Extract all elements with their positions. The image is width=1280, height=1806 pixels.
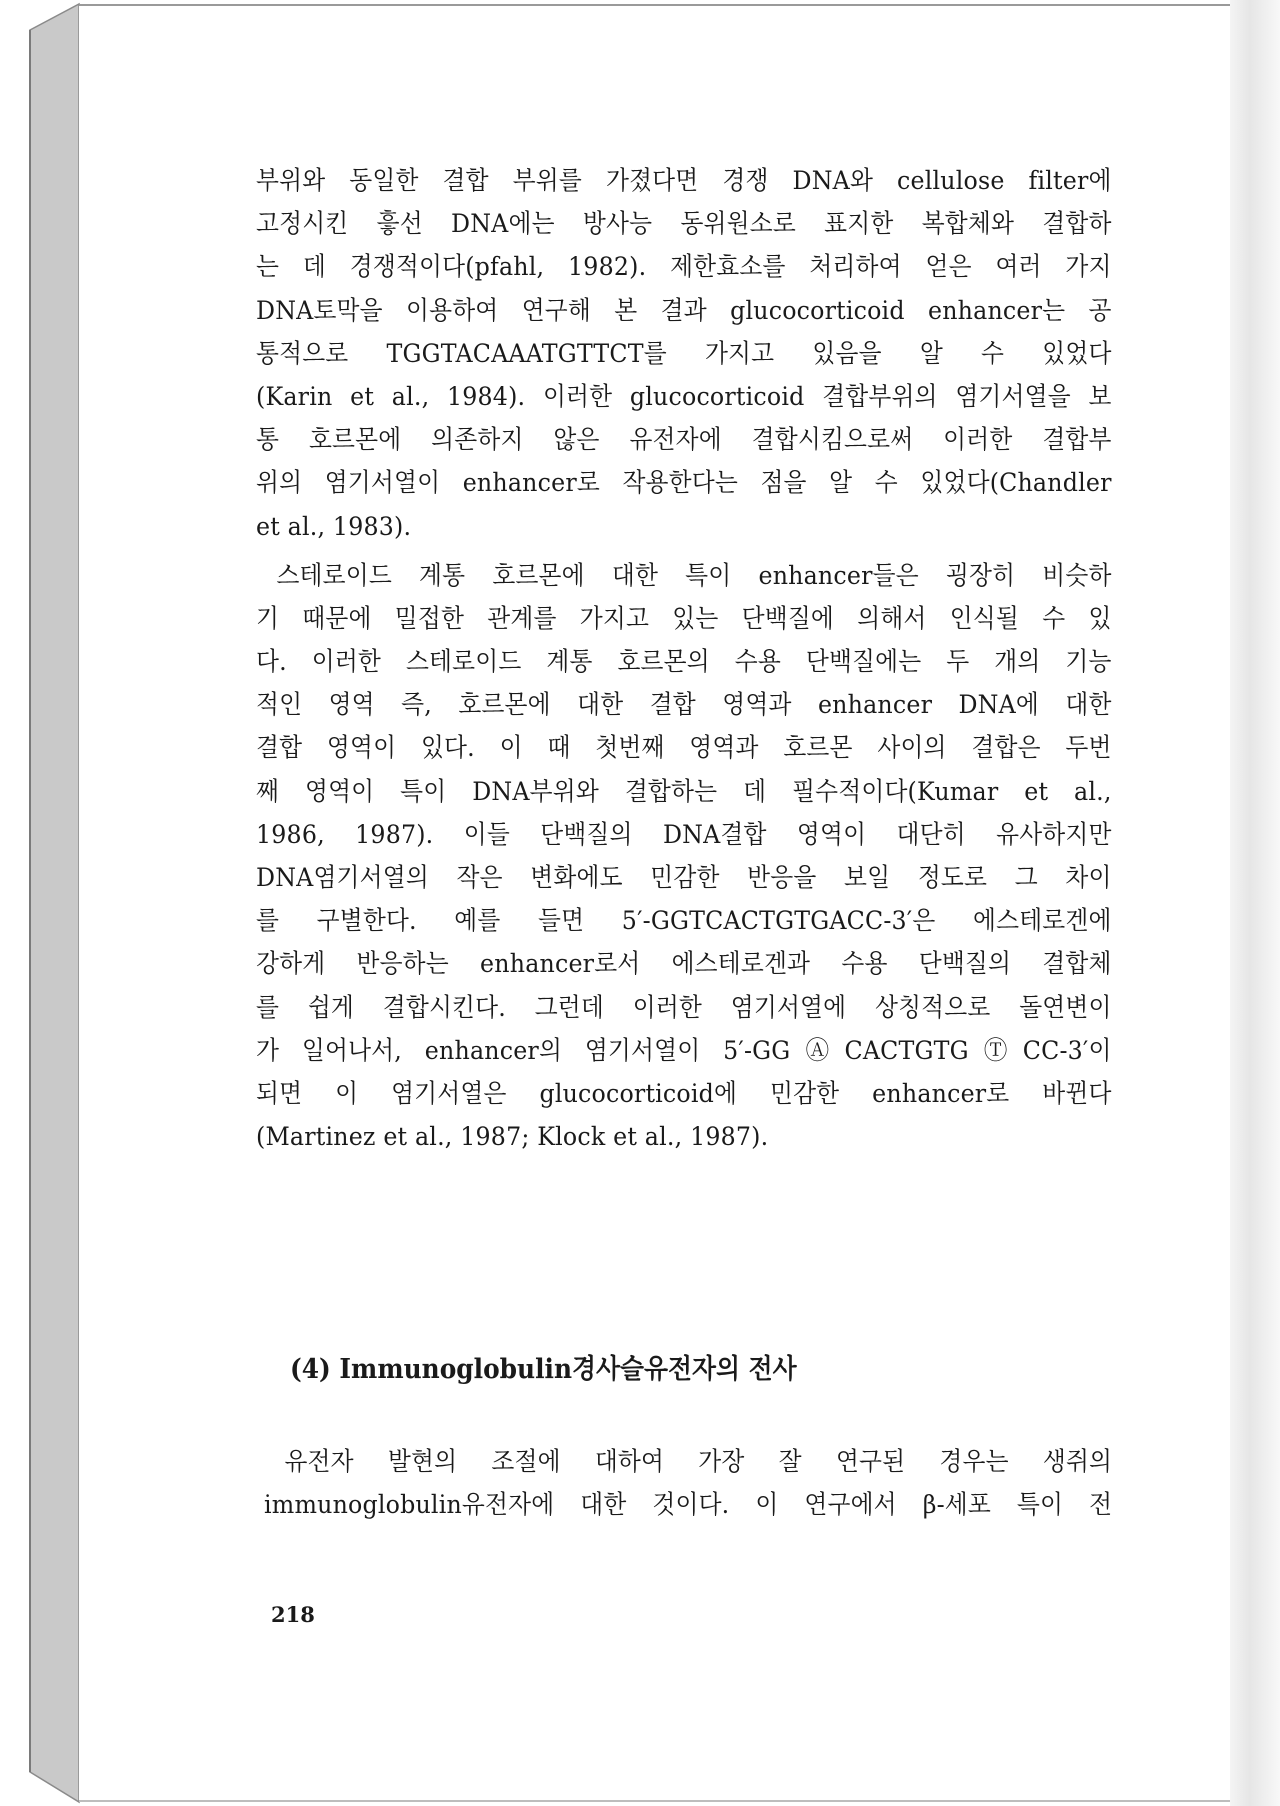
page-number: 218 bbox=[271, 1602, 315, 1627]
text-line: 1986, 1987). 이들 단백질의 DNA결합 영역이 대단히 유사하지만 bbox=[256, 819, 1112, 850]
text-line: 부위와 동일한 결합 부위를 가졌다면 경쟁 DNA와 cellulose filter에 bbox=[256, 166, 1112, 196]
text-line: 결합 영역이 있다. 이 때 첫번째 영역과 호르몬 사이의 결합은 두번 bbox=[256, 733, 1112, 764]
body-text bbox=[256, 160, 1112, 1159]
text-line: 강하게 반응하는 enhancer로서 에스테로겐과 수용 단백질의 결합체 bbox=[256, 949, 1112, 980]
text-line: 통 호르몬에 의존하지 않은 유전자에 결합시킴으로써 이러한 결합부 bbox=[256, 425, 1112, 456]
paragraph-1 bbox=[256, 160, 1112, 549]
text-line: 는 데 경쟁적이다(pfahl, 1982). 제한효소를 처리하여 얻은 여러 가지 bbox=[256, 252, 1112, 283]
text-line: DNA토막을 이용하여 연구해 본 결과 glucocorticoid enhancer는 공 bbox=[256, 295, 1112, 326]
text-line: immunoglobulin유전자에 대한 것이다. 이 연구에서 β-세포 특이 전 bbox=[264, 1490, 1113, 1521]
text-line: 다. 이러한 스테로이드 계통 호르몬의 수용 단백질에는 두 개의 기능 bbox=[256, 647, 1112, 678]
text-line: 통적으로 TGGTACAAATGTTCT를 가지고 있음을 알 수 있었다 bbox=[256, 338, 1112, 369]
text-line: (Martinez et al., 1987; Klock et al., 1987). bbox=[256, 1122, 769, 1153]
text-line: 고정시킨 흫선 DNA에는 방사능 동위원소로 표지한 복합체와 결합하 bbox=[256, 209, 1112, 240]
text-line: (Karin et al., 1984). 이러한 glucocorticoid 결합부위의 염기서열을 보 bbox=[256, 381, 1112, 412]
text-line: 기 때문에 밀접한 관계를 가지고 있는 단백질에 의해서 인식될 수 있 bbox=[256, 603, 1112, 634]
text-line: 를 쉽게 결합시킨다. 그런데 이러한 염기서열에 상칭적으로 돌연변이 bbox=[256, 992, 1112, 1023]
text-line: 가 일어나서, enhancer의 염기서열이 5′-GGⒶCACTGTGⓉCC-3′이 bbox=[256, 1035, 1112, 1066]
text-line: 를 구별한다. 예를 들면 5′-GGTCACTGTGACC-3′은 에스테로겐에 bbox=[256, 906, 1112, 937]
text-line: 스테로이드 계통 호르몬에 대한 특이 enhancer들은 굉장히 비슷하 bbox=[276, 560, 1112, 591]
paragraph-3 bbox=[264, 1441, 1112, 1527]
text-line: 적인 영역 즉, 호르몬에 대한 결합 영역과 enhancer DNA에 대한 bbox=[256, 690, 1112, 721]
page-edge-shadow bbox=[1230, 0, 1280, 1806]
text-line: 유전자 발현의 조절에 대하여 가장 잘 연구된 경우는 생쥐의 bbox=[284, 1447, 1113, 1477]
text-line: et al., 1983). bbox=[256, 511, 412, 542]
text-line: 위의 염기서열이 enhancer로 작용한다는 점을 알 수 있었다(Chandler bbox=[256, 468, 1112, 499]
text-line: 되면 이 염기서열은 glucocorticoid에 민감한 enhancer로 바뀐다 bbox=[256, 1078, 1112, 1109]
text-line: DNA염기서열의 작은 변화에도 민감한 반응을 보일 정도로 그 차이 bbox=[256, 863, 1112, 893]
section-heading: (4) Immunoglobulin경사슬유전자의 전사 bbox=[290, 1354, 797, 1385]
paragraph-2 bbox=[256, 555, 1112, 1160]
text-line: 째 영역이 특이 DNA부위와 결합하는 데 필수적이다(Kumar et al., bbox=[256, 776, 1112, 807]
